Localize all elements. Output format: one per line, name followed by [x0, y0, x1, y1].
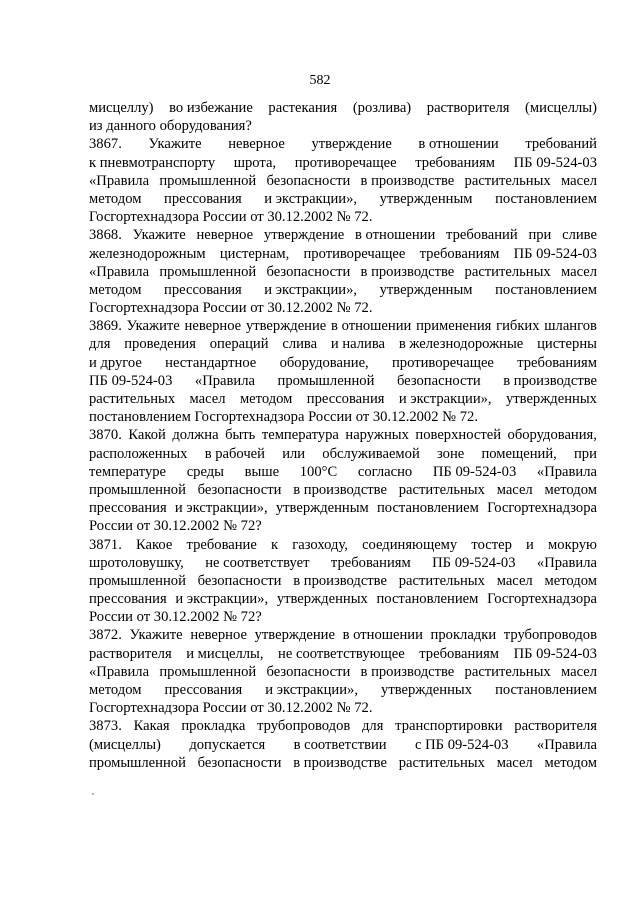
word: операций — [209, 336, 269, 353]
word: Укажите — [132, 227, 186, 244]
word: при — [574, 445, 597, 462]
word: и экстракции», — [265, 682, 358, 698]
word: противоречащее — [392, 354, 494, 371]
word: растворителя — [89, 645, 172, 662]
word: Госгортехнадзора — [487, 591, 597, 608]
word: 3869. — [89, 318, 122, 335]
word: «Правила — [89, 663, 150, 680]
word: в производстве — [503, 372, 597, 389]
scan-speck — [92, 793, 94, 795]
word: для — [89, 336, 111, 353]
word: шрота, — [233, 154, 277, 171]
word: обслуживаемой — [322, 445, 420, 462]
word: не соответствующее — [278, 645, 405, 662]
text-line — [89, 463, 597, 481]
word: Укажите — [126, 318, 180, 335]
word: прессования — [306, 391, 385, 407]
word: Госгортехнадзора — [487, 500, 597, 517]
word: постановлением — [495, 190, 597, 207]
text-line — [89, 572, 597, 590]
word: масел — [560, 663, 597, 680]
word: 100°С — [299, 463, 338, 480]
text-line — [89, 226, 597, 244]
word: при — [528, 227, 552, 244]
word: методом — [239, 391, 293, 407]
word: противоречащее — [294, 154, 397, 171]
word: цистернам, — [219, 245, 290, 262]
word: в производстве — [360, 172, 455, 189]
text-line — [89, 681, 597, 699]
word: допускается — [189, 736, 266, 753]
word: утверждение — [311, 136, 392, 153]
word: шротоловушку, — [89, 554, 184, 571]
word: масел — [496, 754, 533, 771]
word: и экстракции», — [175, 591, 269, 608]
text-line — [89, 317, 597, 335]
text-line — [89, 263, 597, 281]
word: утверждение — [263, 227, 345, 244]
word: требованиям — [419, 245, 500, 262]
word: масел — [560, 263, 597, 280]
word: промышленной — [159, 263, 257, 280]
word: безопасности — [197, 572, 282, 589]
text-line — [89, 372, 597, 390]
text-line — [89, 117, 597, 135]
word: «Правила — [536, 736, 597, 753]
word: Госгортехнадзора России от 30.12.2002 № 72. — [89, 209, 373, 226]
word: методом — [544, 481, 597, 498]
word: (мисцеллы) — [89, 736, 161, 753]
word: прессования — [89, 591, 167, 608]
word: 3868. — [89, 227, 122, 244]
word: ПБ 09-524-03 — [432, 554, 516, 571]
word: или — [282, 445, 306, 462]
word: постановлением — [495, 682, 597, 698]
text-line — [89, 172, 597, 190]
word: растительных — [464, 263, 551, 280]
word: газоходу, — [292, 536, 348, 553]
word: и мисцеллы, — [186, 645, 264, 662]
word: мокрую — [548, 536, 597, 553]
text-line — [89, 717, 597, 735]
word: утвержденных — [276, 591, 368, 608]
text-line — [89, 754, 597, 772]
word: слива — [282, 336, 318, 353]
word: масел — [496, 481, 533, 498]
word: и экстракции», — [264, 190, 358, 207]
word: ПБ 09-524-03 — [513, 154, 597, 171]
word: постановлением Госгортехнадзора России от 30.12.2002 № 72. — [89, 409, 478, 426]
word: для — [362, 718, 384, 735]
word: с ПБ 09-524-03 — [415, 736, 509, 753]
word: ПБ 09-524-03 — [89, 372, 173, 389]
text-line — [89, 517, 597, 535]
word: 3867. — [89, 136, 122, 153]
word: утвержденным — [275, 500, 369, 517]
word: масел — [560, 172, 597, 189]
word: трубопроводов — [503, 627, 597, 644]
word: в производстве — [293, 754, 387, 771]
paragraph — [89, 426, 597, 535]
word: промышленной — [277, 372, 375, 389]
paragraph — [89, 717, 597, 772]
word: наружных — [345, 427, 409, 444]
text-line — [89, 208, 597, 226]
word: в отношении — [418, 136, 499, 153]
word: растительных — [464, 172, 551, 189]
word: требований — [446, 227, 518, 244]
word: безопасности — [197, 481, 282, 498]
word: оборудование, — [279, 354, 369, 371]
text-line — [89, 335, 597, 353]
word: методом — [89, 281, 142, 298]
word: растекания — [268, 100, 338, 116]
word: температуре — [89, 463, 167, 480]
word: 3873. — [89, 718, 122, 735]
word: выше — [244, 463, 280, 480]
paragraph — [89, 226, 597, 317]
text-line — [89, 608, 597, 626]
word: в производстве — [293, 572, 387, 589]
text-line — [89, 135, 597, 153]
word: масел — [496, 572, 533, 589]
word: среды — [186, 463, 224, 480]
word: требование — [186, 536, 257, 553]
paragraph — [89, 135, 597, 226]
word: ПБ 09-524-03 — [513, 245, 597, 262]
word: к — [271, 536, 279, 553]
paragraph — [89, 99, 597, 135]
word: «Правила — [536, 463, 597, 480]
word: помещений, — [481, 445, 557, 462]
word: масел — [189, 391, 226, 407]
word: цистерны — [537, 336, 597, 353]
word: растительных — [398, 481, 485, 498]
word: требованиям — [330, 554, 411, 571]
text-line — [89, 354, 597, 372]
word: утвержденных — [381, 682, 473, 698]
word: промышленной — [89, 572, 186, 589]
word: растительных — [464, 663, 551, 680]
word: в отношении — [354, 227, 436, 244]
word: проведения — [124, 336, 196, 353]
word: «Правила — [89, 172, 150, 189]
word: 3872. — [89, 627, 122, 644]
word: в железнодорожные — [398, 336, 524, 353]
text-line — [89, 190, 597, 208]
word: «Правила — [194, 372, 255, 389]
word: тостер — [471, 536, 512, 553]
word: промышленной — [89, 754, 186, 771]
word: шлангов — [544, 318, 597, 335]
word: зоне — [436, 445, 465, 462]
word: России от 30.12.2002 № 72? — [89, 609, 262, 626]
text-line — [89, 390, 597, 408]
word: и налива — [330, 336, 386, 353]
document-body — [89, 99, 597, 772]
word: требованиям — [419, 645, 500, 662]
word: ПБ 09-524-03 — [432, 463, 517, 480]
word: прессования — [164, 190, 242, 207]
word: безопасности — [197, 754, 282, 771]
word: Какое — [136, 536, 173, 553]
word: оборудования, — [507, 427, 597, 444]
word: соединяющему — [362, 536, 458, 553]
word: утвержденным — [379, 190, 473, 207]
word: во избежание — [169, 100, 253, 116]
word: должна — [172, 427, 219, 444]
word: и экстракции», — [264, 281, 358, 298]
word: требованиям — [517, 354, 597, 371]
word: промышленной — [89, 481, 186, 498]
text-line — [89, 499, 597, 517]
text-line — [89, 99, 597, 117]
word: постановлением — [376, 500, 479, 517]
word: утвержденных — [505, 391, 597, 407]
word: Какая — [133, 718, 170, 735]
word: «Правила — [536, 554, 597, 571]
word: ПБ 09-524-03 — [513, 645, 597, 662]
word: температура — [261, 427, 339, 444]
word: нестандартное — [165, 354, 257, 371]
text-line — [89, 245, 597, 263]
word: расположенных — [89, 445, 188, 462]
word: утверждение — [245, 318, 327, 335]
word: растительных — [89, 391, 176, 407]
word: (мисцеллы) — [525, 100, 597, 116]
word: растворителя — [426, 100, 510, 116]
word: в отношении — [331, 318, 412, 335]
word: безопасности — [396, 372, 481, 389]
text-line — [89, 699, 597, 717]
page-number: 582 — [309, 73, 331, 88]
word: России от 30.12.2002 № 72? — [89, 518, 262, 535]
word: растворителя — [514, 718, 597, 735]
word: Госгортехнадзора России от 30.12.2002 № 72. — [89, 700, 373, 717]
text-line — [89, 554, 597, 572]
paragraph — [89, 536, 597, 627]
word: не соответствует — [205, 554, 310, 571]
text-line — [89, 626, 597, 644]
text-line — [89, 736, 597, 754]
word: прокладка — [181, 718, 246, 735]
text-line — [89, 663, 597, 681]
word: постановлением — [376, 591, 479, 608]
word: прокладки — [430, 627, 497, 644]
word: и экстракции», — [398, 391, 492, 407]
word: безопасности — [266, 263, 351, 280]
word: неверное — [190, 627, 247, 644]
word: требований — [525, 136, 597, 153]
word: Укажите — [148, 136, 202, 153]
word: железнодорожным — [89, 245, 206, 262]
text-line — [89, 445, 597, 463]
word: сливе — [562, 227, 597, 244]
text-line — [89, 408, 597, 426]
word: в производстве — [360, 663, 455, 680]
word: и другое — [89, 354, 142, 371]
word: промышленной — [159, 172, 257, 189]
word: неверное — [228, 136, 285, 153]
word: к пневмотранспорту — [89, 154, 216, 171]
word: растительных — [398, 754, 485, 771]
word: неверное — [184, 318, 242, 335]
word: в рабочей — [204, 445, 265, 462]
word: 3870. — [89, 427, 122, 444]
text-line — [89, 536, 597, 554]
word: в производстве — [360, 263, 455, 280]
word: применения — [416, 318, 492, 335]
word: из данного оборудования? — [89, 118, 252, 135]
word: методом — [89, 682, 142, 698]
word: противоречащее — [303, 245, 406, 262]
word: «Правила — [89, 263, 150, 280]
word: утверждение — [254, 627, 335, 644]
word: (розлива) — [352, 100, 412, 116]
word: методом — [89, 190, 142, 207]
text-line — [89, 426, 597, 444]
word: методом — [544, 572, 597, 589]
word: согласно — [357, 463, 413, 480]
paragraph — [89, 317, 597, 426]
word: и — [526, 536, 534, 553]
word: прессования — [164, 281, 242, 298]
word: Какой — [128, 427, 166, 444]
word: растительных — [398, 572, 485, 589]
word: в отношении — [342, 627, 423, 644]
text-line — [89, 645, 597, 663]
word: транспортировки — [395, 718, 503, 735]
word: Госгортехнадзора России от 30.12.2002 № 72. — [89, 300, 373, 317]
word: в соответствии — [293, 736, 387, 753]
word: методом — [544, 754, 597, 771]
word: мисцеллу) — [89, 100, 154, 116]
word: гибких — [496, 318, 540, 335]
word: безопасности — [266, 172, 351, 189]
word: утвержденным — [379, 281, 473, 298]
word: и экстракции», — [174, 500, 268, 517]
word: Укажите — [129, 627, 183, 644]
text-line — [89, 481, 597, 499]
text-line — [89, 590, 597, 608]
word: прессования — [89, 500, 167, 517]
word: безопасности — [266, 663, 351, 680]
text-line — [89, 281, 597, 299]
word: трубопроводов — [257, 718, 351, 735]
word: быть — [225, 427, 256, 444]
word: в производстве — [293, 481, 387, 498]
word: прессования — [164, 682, 243, 698]
text-line — [89, 154, 597, 172]
word: поверхностей — [415, 427, 502, 444]
word: 3871. — [89, 536, 122, 553]
word: постановлением — [495, 281, 597, 298]
word: требованиям — [415, 154, 496, 171]
paragraph — [89, 626, 597, 717]
word: промышленной — [159, 663, 257, 680]
text-line — [89, 299, 597, 317]
word: неверное — [196, 227, 254, 244]
